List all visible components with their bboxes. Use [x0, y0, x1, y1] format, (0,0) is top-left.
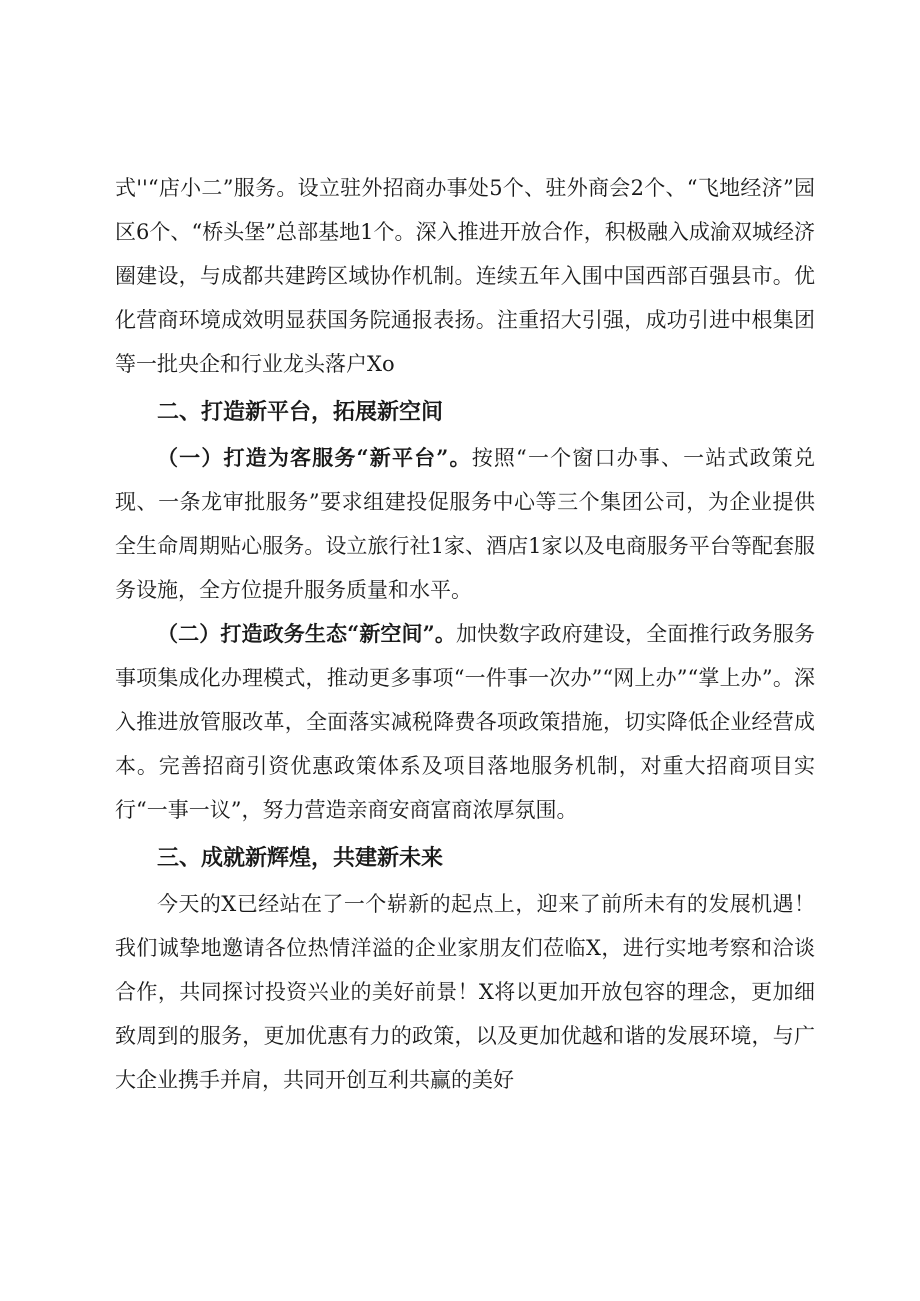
paragraph-closing: 今天的X已经站在了一个崭新的起点上，迎来了前所未有的发展机遇！我们诚挚地邀请各位热情洋溢的企业家朋友们莅临X，进行实地考察和洽谈合作，共同探讨投资兴业的美好前景！X将以更加开放包容的理念，更加细致周到的服务，更加优惠有力的政策，以及更加优越和谐的发展环境，与广大企业携手并肩，共同开创互利共赢的美好 — [115, 892, 815, 1092]
subsection-body-2-2: 加快数字政府建设，全面推行政务服务事项集成化办理模式，推动更多事项“一件事一次办”“网上办”“掌上办”。深入推进放管服改革，全面落实减税降费各项政策措施，切实降低企业经营成本。完善招商引资优惠政策体系及项目落地服务机制，对重大招商项目实行“一事一议”，努力营造亲商安商富商浓厚氛围。 — [115, 622, 815, 822]
section-heading-3: 三、成就新辉煌，共建新未来 — [157, 846, 444, 871]
section-heading-2: 二、打造新平台，拓展新空间 — [157, 400, 444, 425]
paragraph-opening: 式''“店小二”服务。设立驻外招商办事处5个、驻外商会2个、“飞地经济”园区6个、“桥头堡”总部基地1个。深入推进开放合作，积极融入成渝双城经济圈建设，与成都共建跨区域协作机制。连续五年入围中国西部百强县市。优化营商环境成效明显获国务院通报表扬。注重招大引强，成功引进中根集团等一批央企和行业龙头落户Xo — [115, 176, 815, 376]
paragraph-section-2-2 — [115, 612, 815, 832]
paragraph-section-2-1 — [115, 436, 815, 612]
subsection-body-2-1: 按照“一个窗口办事、一站式政策兑现、一条龙审批服务”要求组建投促服务中心等三个集团公司，为企业提供全生命周期贴心服务。设立旅行社1家、酒店1家以及电商服务平台等配套服务设施，全方位提升服务质量和水平。 — [115, 446, 815, 602]
document-body — [115, 166, 815, 1102]
subsection-title-2-1: （一）打造为客服务“新平台”。 — [157, 445, 472, 470]
subsection-title-2-2: （二）打造政务生态“新空间”。 — [157, 621, 457, 646]
